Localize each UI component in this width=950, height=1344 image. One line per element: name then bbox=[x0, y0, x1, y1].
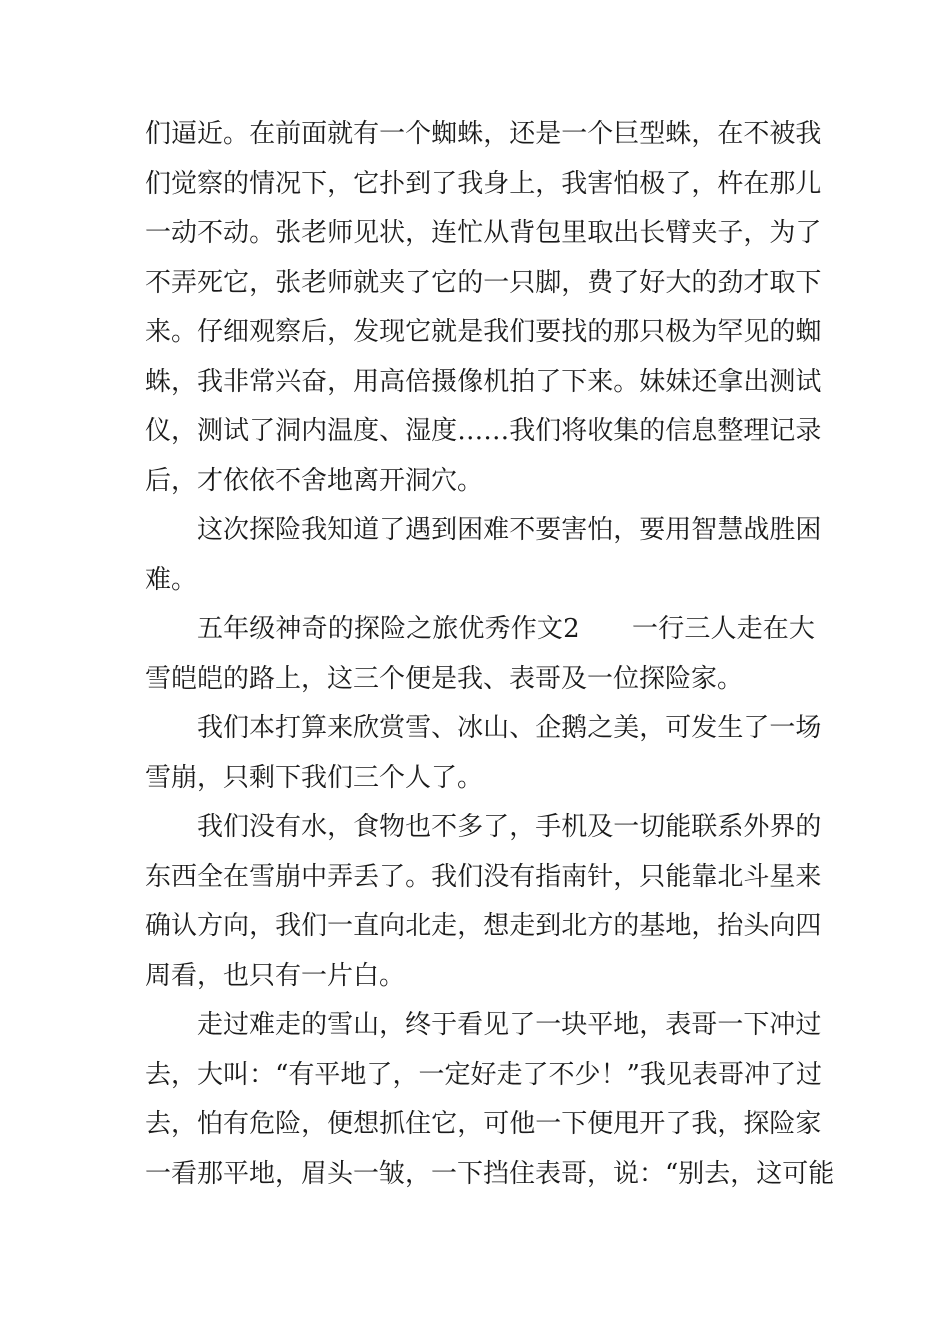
text-line: 确 认 方 向 ， 我 们 一 直 向 北 走 ， 想 走 到 北 方 的 基 地 ， 抬 头 向 四 bbox=[145, 911, 822, 941]
text-line: 们 觉 察 的 情 况 下 ， 它 扑 到 了 我 身 上 ， 我 害 怕 极 了 ， 杵 在 那 儿 bbox=[145, 168, 822, 199]
text-line: 五 年 级 神 奇 的 探 险 之 旅 优 秀 作 文 2 一 行 三 人 走 在 大 bbox=[197, 614, 815, 644]
text-line: 一 动 不 动 。 张 老 师 见 状 ， 连 忙 从 背 包 里 取 出 长 臂 夹 子 ， 为 了 bbox=[145, 218, 822, 248]
text-line: 来 。 仔 细 观 察 后 ， 发 现 它 就 是 我 们 要 找 的 那 只 极 为 罕 见 的 蜘 bbox=[145, 317, 822, 347]
text-line: 这 次 探 险 我 知 道 了 遇 到 困 难 不 要 害 怕 ， 要 用 智 慧 战 胜 困 bbox=[197, 515, 822, 545]
text-line: 去 ， 怕 有 危 险 ， 便 想 抓 住 它 ， 可 他 一 下 便 甩 开 了 我 ， 探 险 家 bbox=[145, 1109, 822, 1139]
text-line: 们 逼 近 。 在 前 面 就 有 一 个 蜘 蛛 ， 还 是 一 个 巨 型 蛛 ， 在 不 被 我 bbox=[145, 119, 822, 149]
text-line: 周看，也只有一片白。 bbox=[145, 960, 406, 991]
text-line: 仪 ， 测 试 了 洞 内 温 度 、 湿 度 … … 我 们 将 收 集 的 信 息 整 理 记 录 bbox=[145, 416, 822, 446]
text-line: 一看那平地，眉头一皱，一下挡住表哥，说：“别去，这可能 bbox=[145, 1158, 835, 1189]
text-line: 不 弄 死 它 ， 张 老 师 就 夹 了 它 的 一 只 脚 ， 费 了 好 大 的 劲 才 取 下 bbox=[145, 267, 822, 298]
text-line: 雪皑皑的路上，这三个便是我、表哥及一位探险家。 bbox=[145, 663, 744, 694]
body-text bbox=[145, 110, 835, 1199]
text-line: 东 西 全 在 雪 崩 中 弄 丢 了 。 我 们 没 有 指 南 针 ， 只 能 靠 北 斗 星 来 bbox=[145, 861, 822, 892]
text-line: 走 过 难 走 的 雪 山 ， 终 于 看 见 了 一 块 平 地 ， 表 哥 一 下 冲 过 bbox=[197, 1010, 822, 1040]
text-line: 我 们 本 打 算 来 欣 赏 雪 、 冰 山 、 企 鹅 之 美 ， 可 发 生 了 一 场 bbox=[197, 713, 822, 743]
text-line: 雪崩，只剩下我们三个人了。 bbox=[145, 762, 484, 793]
text-line: 蛛 ， 我 非 常 兴 奋 ， 用 高 倍 摄 像 机 拍 了 下 来 。 妹 妹 还 拿 出 测 试 bbox=[145, 366, 822, 397]
text-line: 后，才依依不舍地离开洞穴。 bbox=[145, 465, 484, 496]
text-line: 去 ， 大 叫 ： “ 有 平 地 了 ， 一 定 好 走 了 不 少 ！ ” 我 见 表 哥 冲 了 过 bbox=[145, 1059, 822, 1090]
text-line: 我 们 没 有 水 ， 食 物 也 不 多 了 ， 手 机 及 一 切 能 联 系 外 界 的 bbox=[197, 812, 822, 842]
text-line: 难。 bbox=[145, 564, 198, 595]
